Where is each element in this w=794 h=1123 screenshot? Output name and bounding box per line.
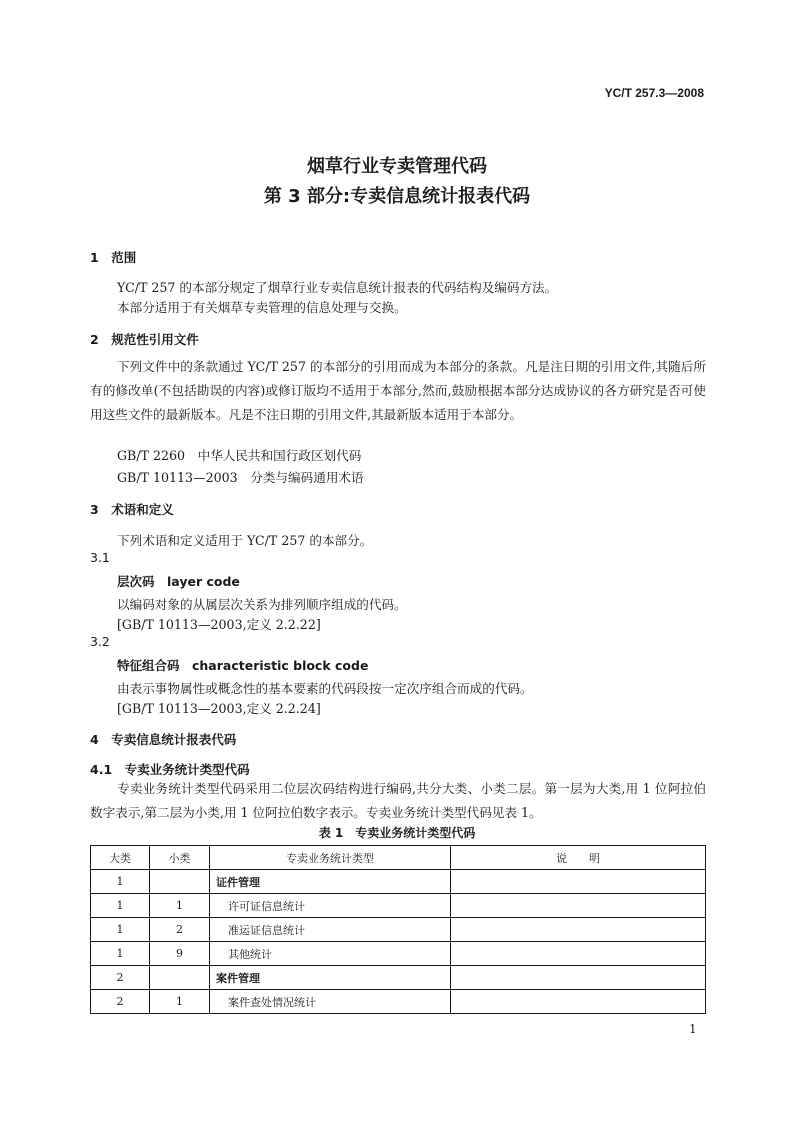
cell-minor	[150, 966, 210, 990]
reference-gbt-10113: GB/T 10113—2003 分类与编码通用术语	[117, 470, 364, 485]
cell-description	[451, 870, 706, 894]
term-2-name: 特征组合码 characteristic block code	[117, 658, 369, 673]
cell-description	[451, 990, 706, 1014]
term-1-number: 3.1	[90, 550, 110, 565]
term-1-name: 层次码 layer code	[117, 574, 240, 589]
table-row	[91, 942, 706, 966]
cell-major: 1	[91, 942, 150, 966]
cell-major: 1	[91, 870, 150, 894]
reference-gbt-2260: GB/T 2260 中华人民共和国行政区划代码	[117, 448, 362, 463]
section-2-heading: 2 规范性引用文件	[90, 332, 199, 347]
cell-minor	[150, 870, 210, 894]
section-3-heading: 3 术语和定义	[90, 502, 174, 517]
section-1-paragraph-2: 本部分适用于有关烟草专卖管理的信息处理与交换。	[117, 300, 407, 315]
header-minor-class: 小类	[150, 846, 210, 870]
cell-type: 证件管理	[210, 870, 451, 894]
table-1	[90, 845, 706, 1014]
cell-description	[451, 918, 706, 942]
term-1-definition: 以编码对象的从属层次关系为排列顺序组成的代码。	[117, 597, 407, 612]
cell-description	[451, 942, 706, 966]
header-major-class: 大类	[91, 846, 150, 870]
section-2-paragraph: 下列文件中的条款通过 YC/T 257 的本部分的引用而成为本部分的条款。凡是注日期的引用文件,其随后所有的修改单(不包括勘误的内容)或修订版均不适用于本部分,然而,鼓励根据本部分达成协议的各方研究是否可使用这些文件的最新版本。凡是不注日期的引用文件,其最新版本适用于本部分。	[90, 359, 706, 422]
term-2-definition: 由表示事物属性或概念性的基本要素的代码段按一定次序组合而成的代码。	[117, 681, 533, 696]
cell-minor: 1	[150, 990, 210, 1014]
cell-minor: 1	[150, 894, 210, 918]
standard-code: YC/T 257.3—2008	[604, 86, 704, 100]
section-1-paragraph-1: YC/T 257 的本部分规定了烟草行业专卖信息统计报表的代码结构及编码方法。	[117, 280, 558, 295]
table-1-caption: 表 1 专卖业务统计类型代码	[318, 826, 476, 840]
section-1-heading: 1 范围	[90, 250, 137, 265]
document-subtitle: 第 3 部分:专卖信息统计报表代码	[263, 186, 531, 207]
cell-major: 2	[91, 990, 150, 1014]
cell-major: 2	[91, 966, 150, 990]
table-row	[91, 894, 706, 918]
table-row	[91, 966, 706, 990]
header-description: 说 明	[451, 846, 706, 870]
section-4-1-heading: 4.1 专卖业务统计类型代码	[90, 762, 250, 777]
table-row	[91, 918, 706, 942]
cell-type: 其他统计	[210, 942, 451, 966]
cell-minor: 2	[150, 918, 210, 942]
cell-description	[451, 966, 706, 990]
cell-major: 1	[91, 918, 150, 942]
term-1-source: [GB/T 10113—2003,定义 2.2.22]	[117, 617, 321, 632]
table-header-row	[91, 846, 706, 870]
term-2-number: 3.2	[90, 634, 110, 649]
cell-type: 案件查处情况统计	[210, 990, 451, 1014]
cell-major: 1	[91, 894, 150, 918]
section-4-1-paragraph: 专卖业务统计类型代码采用二位层次码结构进行编码,共分大类、小类二层。第一层为大类,用 1 位阿拉伯数字表示,第二层为小类,用 1 位阿拉伯数字表示。专卖业务统计类型代码见表 1。	[90, 781, 706, 820]
section-4-heading: 4 专卖信息统计报表代码	[90, 732, 237, 747]
header-statistic-type: 专卖业务统计类型	[210, 846, 451, 870]
cell-type: 准运证信息统计	[210, 918, 451, 942]
cell-description	[451, 894, 706, 918]
cell-minor: 9	[150, 942, 210, 966]
table-row	[91, 870, 706, 894]
document-title: 烟草行业专卖管理代码	[307, 156, 487, 177]
page-number: 1	[689, 1022, 697, 1036]
cell-type: 案件管理	[210, 966, 451, 990]
term-2-source: [GB/T 10113—2003,定义 2.2.24]	[117, 701, 321, 716]
table-row	[91, 990, 706, 1014]
cell-type: 许可证信息统计	[210, 894, 451, 918]
section-3-paragraph: 下列术语和定义适用于 YC/T 257 的本部分。	[117, 533, 373, 548]
